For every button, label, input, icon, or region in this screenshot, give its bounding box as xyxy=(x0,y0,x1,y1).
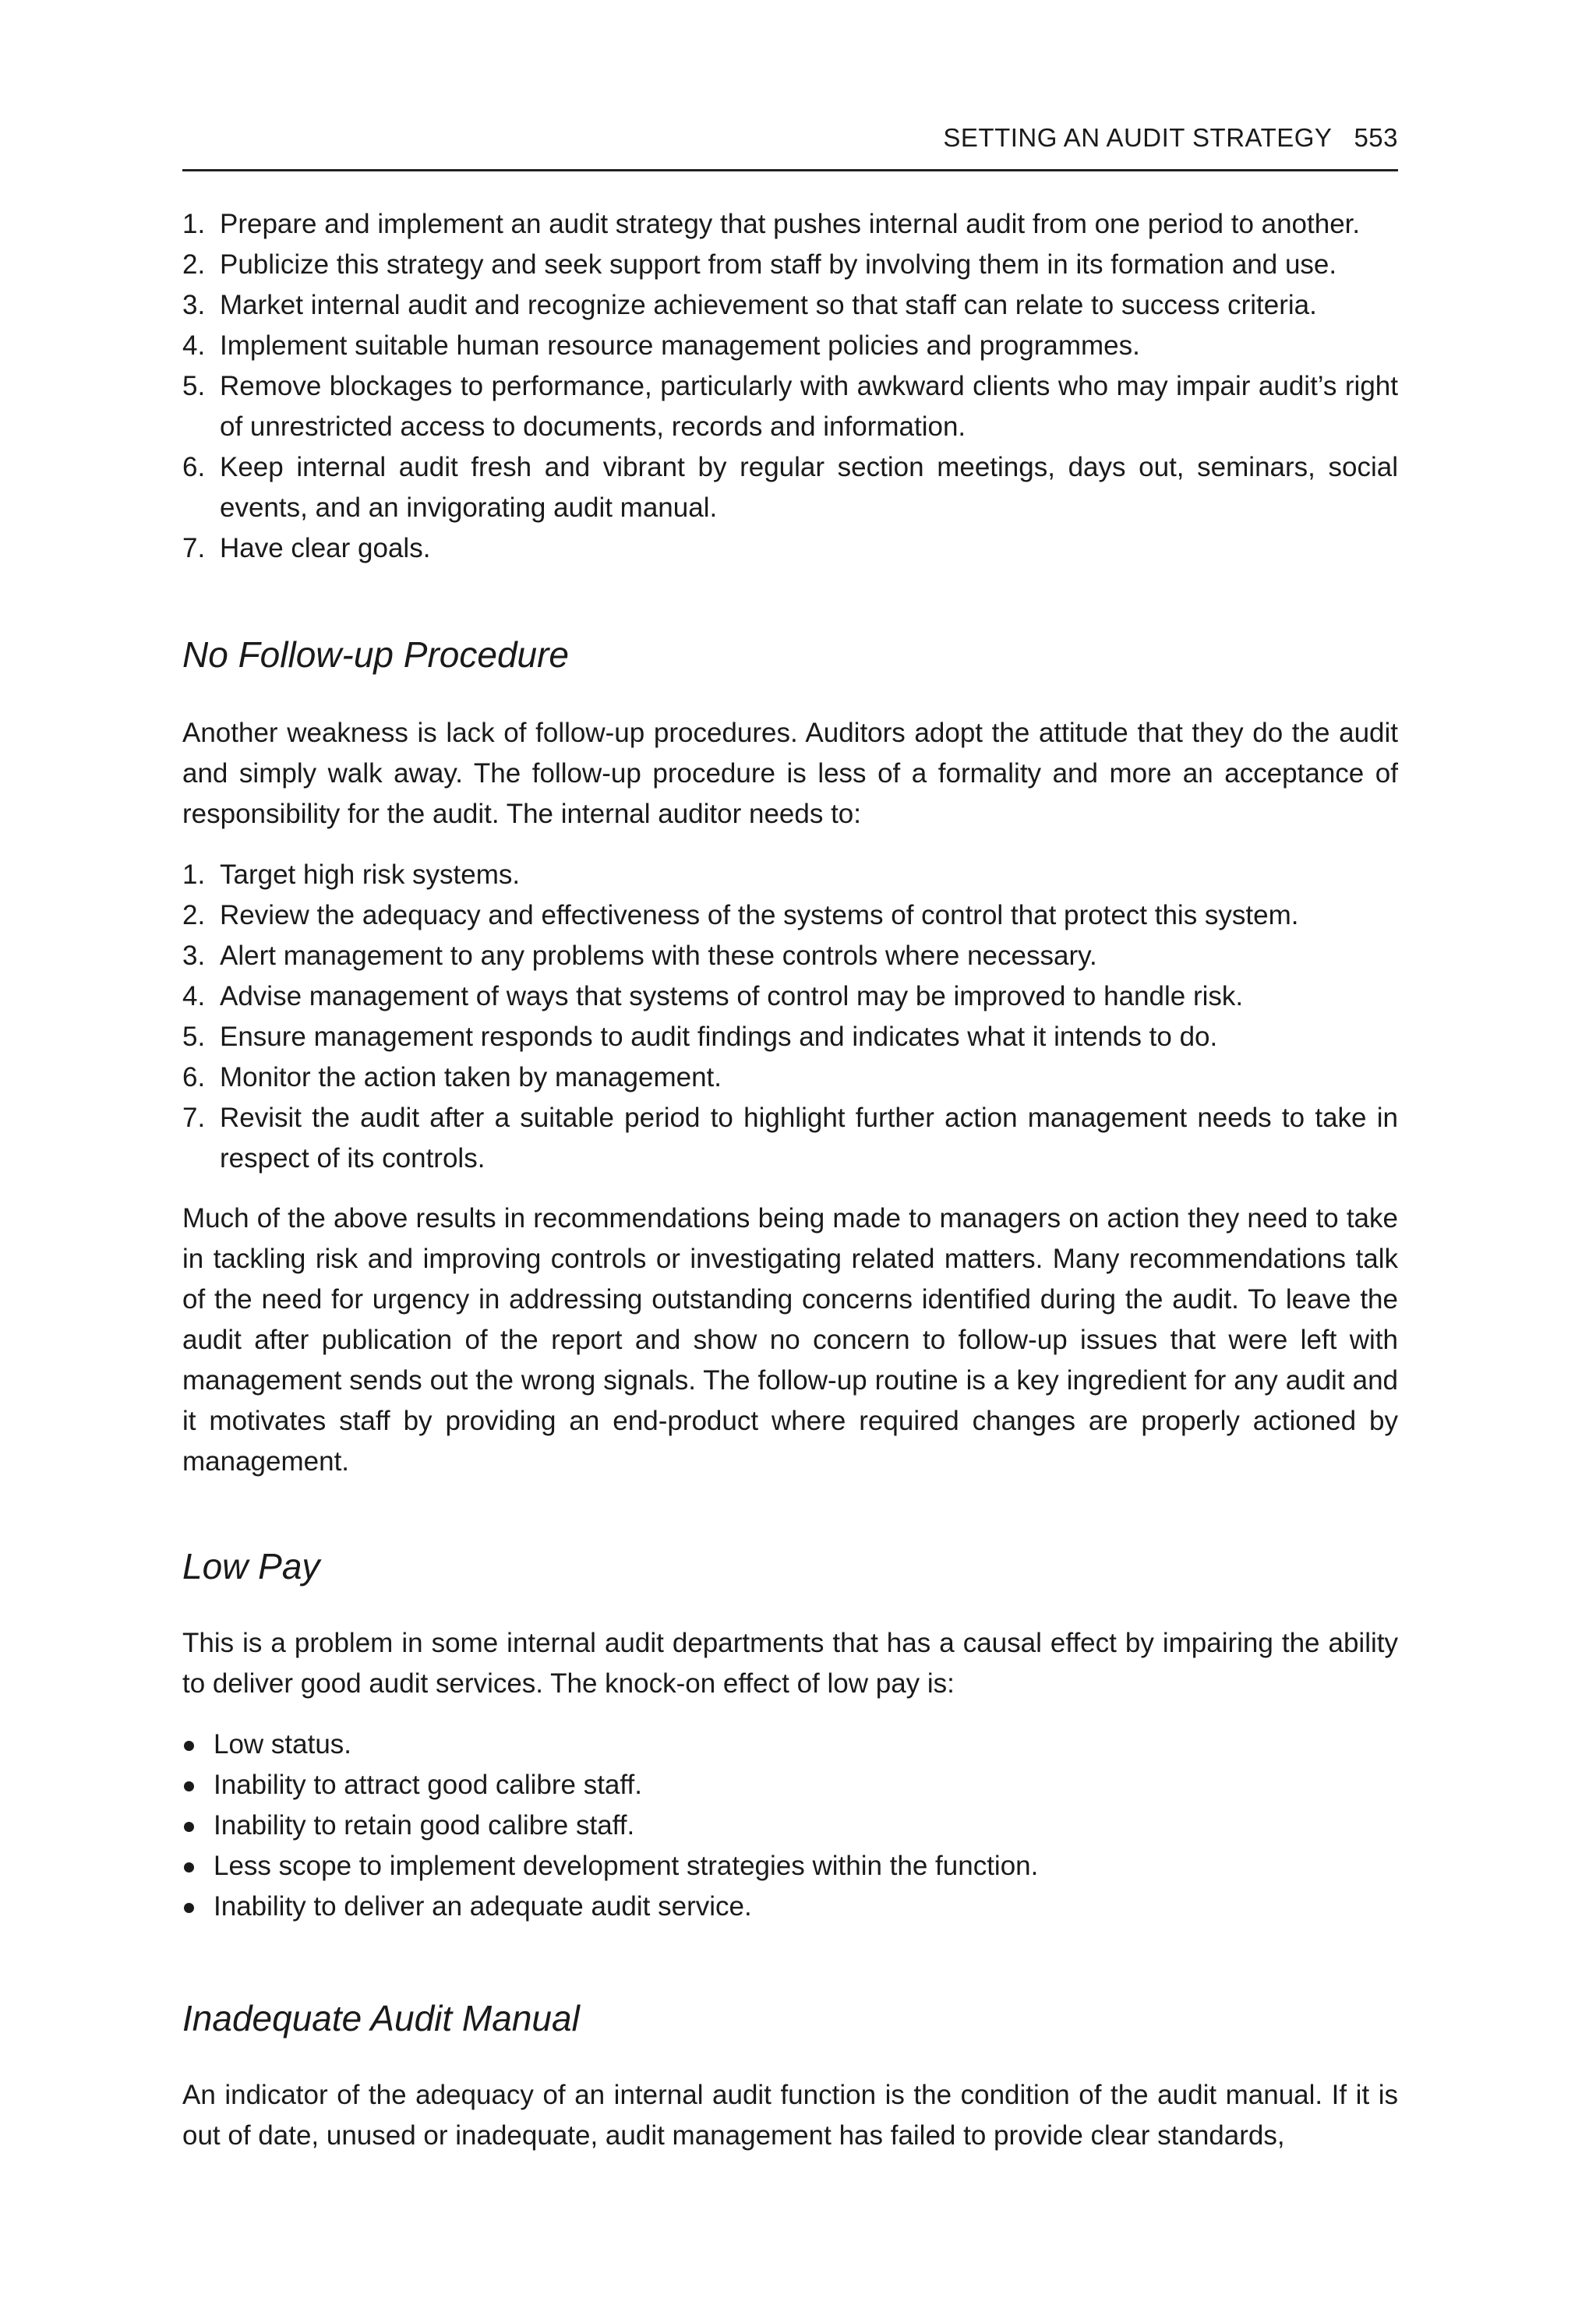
bullet-icon xyxy=(184,1741,194,1751)
section-heading-lowpay: Low Pay xyxy=(182,1546,320,1587)
paragraph: An indicator of the adequacy of an internal audit function is the condition of the audit manual. If it is out of date, unused or inadequate, audit management has failed to provide clear standards, xyxy=(182,2080,1398,2151)
list-item: 3. Alert management to any problems with these controls where necessary. xyxy=(182,941,1097,971)
list-item: 2. Review the adequacy and effectiveness of the systems of control that protect this system. xyxy=(182,900,1299,930)
lowpay-intro xyxy=(182,1623,1398,1704)
list-item: 3. Market internal audit and recognize achievement so that staff can relate to success criteria. xyxy=(182,290,1317,320)
running-title: SETTING AN AUDIT STRATEGY xyxy=(943,123,1333,152)
section-heading-followup: No Follow-up Procedure xyxy=(182,634,570,675)
lowpay-bullets xyxy=(182,1724,1398,1927)
list-item: 4. Implement suitable human resource management policies and programmes. xyxy=(182,330,1140,361)
section-heading-manual: Inadequate Audit Manual xyxy=(182,1998,580,2038)
list-item: 2. Publicize this strategy and seek support from staff by involving them in its formation and use. xyxy=(182,249,1337,280)
list-item: 6. Keep internal audit fresh and vibrant by regular section meetings, days out, seminars, social events, and an invigorating audit manual. xyxy=(182,452,1398,523)
list-item: 6. Monitor the action taken by management. xyxy=(182,1062,722,1092)
list-item: 1. Prepare and implement an audit strategy that pushes internal audit from one period to another. xyxy=(182,209,1361,239)
list-item: 7. Have clear goals. xyxy=(182,533,431,563)
paragraph: Much of the above results in recommendations being made to managers on action they need to take in tackling risk and improving controls or investigating related matters. Many recommendations talk of the need for urgency in addressing outstanding concerns identified during the audit. To leave the audit after publication of the report and show no concern to follow-up issues that were left with management sends out the wrong signals. The follow-up routine is a key ingredient for any audit and it motivates staff by providing an end-product where required changes are properly actioned by management. xyxy=(182,1203,1398,1477)
followup-list xyxy=(182,855,1398,1179)
bullet-item: Inability to attract good calibre staff. xyxy=(182,1765,1398,1805)
page-number: 553 xyxy=(1354,123,1398,152)
header-rule xyxy=(182,169,1398,171)
bullet-icon xyxy=(184,1862,194,1872)
bullet-icon xyxy=(184,1822,194,1832)
bullet-icon xyxy=(184,1781,194,1791)
followup-intro xyxy=(182,713,1398,835)
list-item: 5. Remove blockages to performance, particularly with awkward clients who may impair audit’s right of unrestricted access to documents, records and information. xyxy=(182,371,1398,442)
list-item: 1. Target high risk systems. xyxy=(182,859,521,890)
paragraph: This is a problem in some internal audit departments that has a causal effect by impairing the ability to deliver good audit services. The knock-on effect of low pay is: xyxy=(182,1628,1398,1699)
bullet-item: Less scope to implement development strategies within the function. xyxy=(182,1846,1398,1887)
list-item: 5. Ensure management responds to audit findings and indicates what it intends to do. xyxy=(182,1022,1218,1052)
bullet-item: Inability to retain good calibre staff. xyxy=(182,1805,1398,1846)
strategy-list xyxy=(182,204,1398,569)
bullet-icon xyxy=(184,1903,194,1913)
followup-closing xyxy=(182,1198,1398,1482)
list-item: 7. Revisit the audit after a suitable period to highlight further action management needs to take in respect of its controls. xyxy=(182,1103,1398,1174)
list-item: 4. Advise management of ways that systems of control may be improved to handle risk. xyxy=(182,981,1244,1011)
bullet-item: Inability to deliver an adequate audit service. xyxy=(182,1887,1398,1927)
paragraph: Another weakness is lack of follow-up procedures. Auditors adopt the attitude that they do the audit and simply walk away. The follow-up procedure is less of a formality and more an acceptance of responsibility for the audit. The internal auditor needs to: xyxy=(182,718,1398,829)
bullet-item: Low status. xyxy=(182,1724,1398,1765)
manual-intro xyxy=(182,2075,1398,2156)
running-header xyxy=(943,123,1398,153)
